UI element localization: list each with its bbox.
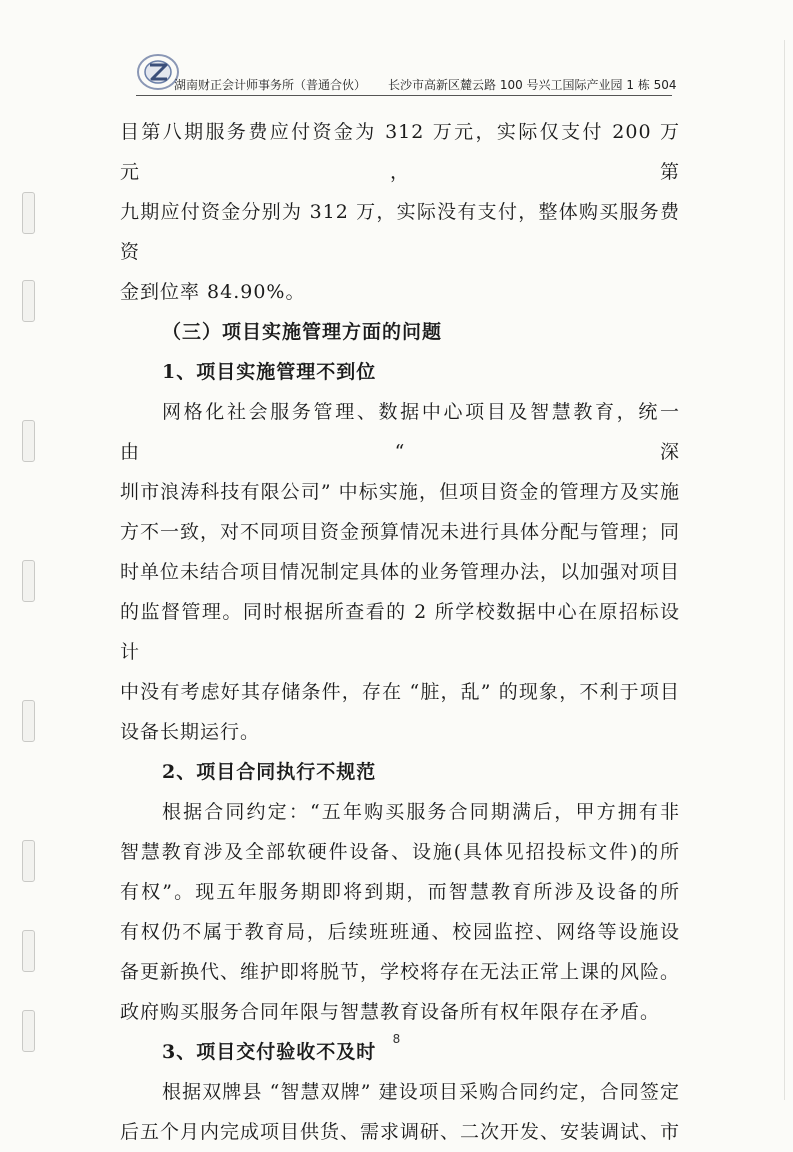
page-header: [174, 76, 774, 93]
body-line: 方不一致，对不同项目资金预算情况未进行具体分配与管理；同: [120, 521, 681, 543]
body-line: 备更新换代、维护即将脱节，学校将存在无法正常上课的风险。: [120, 961, 681, 983]
body-line: 的监督管理。同时根据所查看的 2 所学校数据中心在原招标设计: [120, 601, 680, 663]
subsection-heading-1: 1、项目实施管理不到位: [162, 361, 377, 383]
binding-hole: [22, 840, 35, 882]
body-line: 网格化社会服务管理、数据中心项目及智慧教育，统一由“深: [120, 401, 680, 463]
body-line: 政府购买服务合同年限与智慧教育设备所有权年限存在矛盾。: [120, 1001, 661, 1023]
binding-hole: [22, 930, 35, 972]
document-body: [120, 112, 680, 1152]
body-line: 圳市浪涛科技有限公司” 中标实施，但项目资金的管理方及实施: [120, 481, 680, 503]
body-line: 中没有考虑好其存储条件，存在 “脏，乱” 的现象，不利于项目: [120, 681, 680, 703]
binding-hole: [22, 192, 35, 234]
page-number: 8: [392, 1032, 401, 1046]
body-line: 有权仍不属于教育局，后续班班通、校园监控、网络等设施设: [120, 921, 680, 943]
binding-hole: [22, 280, 35, 322]
body-line: 目第八期服务费应付资金为 312 万元，实际仅支付 200 万元，第: [120, 121, 680, 183]
body-line: 设备长期运行。: [120, 721, 261, 743]
body-line: 九期应付资金分别为 312 万，实际没有支付，整体购买服务费资: [120, 201, 680, 263]
firm-name: 湖南财正会计师事务所（普通合伙）: [174, 78, 367, 92]
binding-hole: [22, 560, 35, 602]
firm-address: 长沙市高新区麓云路 100 号兴工国际产业园 1 栋 504: [388, 78, 677, 92]
body-line: 时单位未结合项目情况制定具体的业务管理办法，以加强对项目: [120, 561, 681, 583]
body-line: 根据合同约定：“五年购买服务合同期满后，甲方拥有非: [162, 801, 680, 823]
body-line: 智慧教育涉及全部软硬件设备、设施(具体见招投标文件)的所: [120, 841, 680, 863]
body-line: 后五个月内完成项目供货、需求调研、二次开发、安装调试、市: [120, 1121, 681, 1143]
subsection-heading-3: 3、项目交付验收不及时: [162, 1041, 377, 1063]
page-edge: [784, 40, 785, 1100]
body-line: 根据双牌县 “智慧双牌” 建设项目采购合同约定，合同签定: [162, 1081, 680, 1103]
subsection-heading-2: 2、项目合同执行不规范: [162, 761, 377, 783]
binding-hole: [22, 700, 35, 742]
header-divider: [136, 95, 672, 96]
body-line: 有权”。现五年服务期即将到期，而智慧教育所涉及设备的所: [120, 881, 680, 903]
section-heading: （三）项目实施管理方面的问题: [162, 321, 443, 343]
body-line: 金到位率 84.90%。: [120, 281, 306, 303]
binding-hole: [22, 420, 35, 462]
